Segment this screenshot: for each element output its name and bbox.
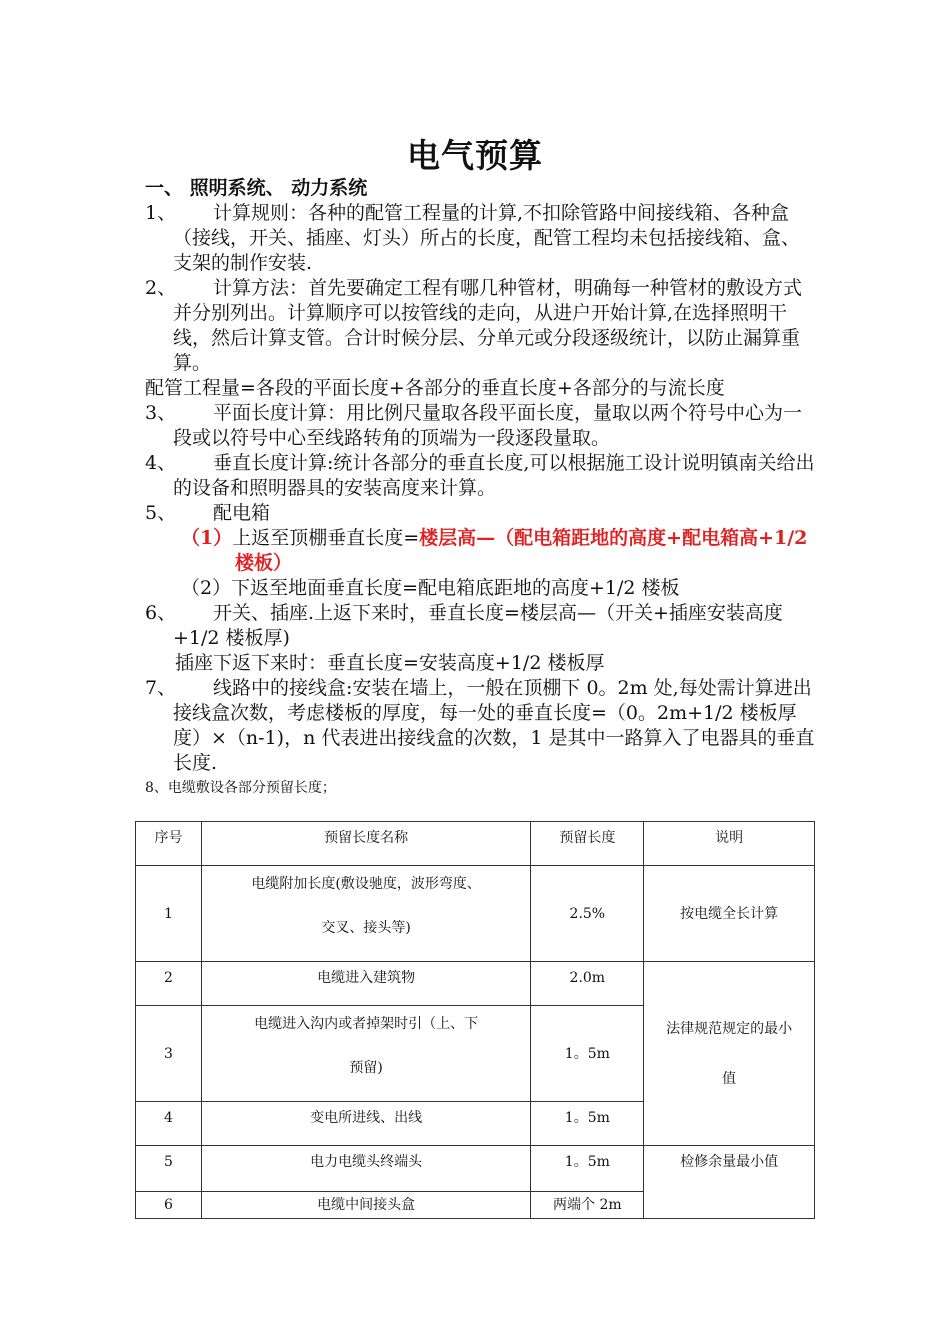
table-row <box>136 866 815 962</box>
sub-item-highlight: 楼层高—（配电箱距地的高度+配电箱高+1/2 楼板） <box>235 527 808 574</box>
item-text: 首先要确定工程有哪几种管材，明确每一种管材的敷设方式并分别列出。计算顺序可以按管线的走向，从进户开始计算,在选择照明干线，然后计算支管。合计时候分层、分单元或分段逐级统计，以防止漏算重算。 <box>173 277 803 374</box>
row-length: 2.0m <box>531 962 644 1006</box>
sub-item-5-1 <box>145 526 815 576</box>
table-row <box>136 962 815 1006</box>
note-line: 值 <box>722 1070 737 1087</box>
item-label: 计算规则： <box>213 202 309 224</box>
item-number: 1、 <box>145 202 177 224</box>
row-name <box>201 1006 530 1102</box>
row-name-line: 电缆附加长度(敷设驰度，波形弯度、 <box>251 876 481 892</box>
item-label: 线路中的接线盒: <box>213 677 353 699</box>
header-cell: 预留长度名称 <box>201 822 530 866</box>
row-name-line: 交叉、接头等) <box>321 920 411 936</box>
row-length: 1。5m <box>531 1146 644 1192</box>
item-label: 开关、插座. <box>213 602 315 624</box>
row-length: 两端个 2m <box>531 1192 644 1219</box>
section-heading: 一、 照明系统、 动力系统 <box>145 177 368 199</box>
item-number: 2、 <box>145 277 177 299</box>
item-text: 用比例尺量取各段平面长度，量取以两个符号中心为一段或以符号中心至线路转角的顶端为一段逐段量取。 <box>173 402 803 449</box>
row-number: 2 <box>136 962 202 1006</box>
sub-item-number: （1） <box>181 527 233 549</box>
row-name-line: 预留) <box>349 1060 383 1076</box>
list-item-1 <box>145 201 815 276</box>
formula-line: 配管工程量=各段的平面长度+各部分的垂直长度+各部分的与流长度 <box>145 377 725 399</box>
document-body <box>145 176 815 798</box>
sub-item-text: 上返至顶棚垂直长度= <box>232 527 420 549</box>
reserve-length-table <box>135 821 815 1219</box>
table-row <box>136 1146 815 1192</box>
note-line: 法律规范规定的最小 <box>666 1020 793 1037</box>
item-label: 计算方法： <box>213 277 309 299</box>
row-name: 电缆中间接头盒 <box>201 1192 530 1219</box>
list-item-2 <box>145 276 815 376</box>
sub-item-5-2: （2）下返至地面垂直长度=配电箱底距地的高度+1/2 楼板 <box>181 577 680 599</box>
item-number: 5、 <box>145 502 177 524</box>
item-label: 平面长度计算： <box>213 402 347 424</box>
header-cell: 序号 <box>136 822 202 866</box>
row-number: 3 <box>136 1006 202 1102</box>
item-number: 3、 <box>145 402 177 424</box>
header-cell: 说明 <box>644 822 815 866</box>
row-note-merged <box>644 962 815 1146</box>
row-name <box>201 866 530 962</box>
row-note: 按电缆全长计算 <box>644 866 815 962</box>
item-text: 安装在墙上，一般在顶棚下 0。2m 处,每处需计算进出接线盒次数，考虑楼板的厚度，每一处的垂直长度=（0。2m+1/2 楼板厚度）×（n-1)，n 代表进出接线盒的次数，1 是其中一路算入了电器具的垂直长度. <box>173 677 815 774</box>
item-text: 上返下来时，垂直长度=楼层高—（开关+插座安装高度+1/2 楼板厚) <box>173 602 783 649</box>
list-item-6 <box>145 601 815 651</box>
item-number: 7、 <box>145 677 177 699</box>
row-length: 1。5m <box>531 1102 644 1146</box>
item-number: 4、 <box>145 452 177 474</box>
header-cell: 预留长度 <box>531 822 644 866</box>
item-text: 各种的配管工程量的计算,不扣除管路中间接线箱、各种盒（接线，开关、插座、灯头）所占的长度，配管工程均未包括接线箱、盒、支架的制作安装. <box>173 202 801 274</box>
list-item-4 <box>145 451 815 501</box>
list-item-7 <box>145 676 815 776</box>
list-item-3 <box>145 401 815 451</box>
row-number: 4 <box>136 1102 202 1146</box>
row-length: 2.5% <box>531 866 644 962</box>
document-title: 电气预算 <box>407 136 543 175</box>
item-8-caption: 8、电缆敷设各部分预留长度； <box>145 780 336 796</box>
table-header-row <box>136 822 815 866</box>
item-label: 垂直长度计算: <box>213 452 334 474</box>
row-name: 电缆进入建筑物 <box>201 962 530 1006</box>
row-number: 5 <box>136 1146 202 1192</box>
row-number: 6 <box>136 1192 202 1219</box>
item-label: 配电箱 <box>213 502 271 524</box>
row-name: 变电所进线、出线 <box>201 1102 530 1146</box>
list-item-5 <box>145 501 815 526</box>
row-length: 1。5m <box>531 1006 644 1102</box>
item-number: 6、 <box>145 602 177 624</box>
row-name-line: 电缆进入沟内或者掉架时引（上、下 <box>254 1016 479 1032</box>
item-6-note: 插座下返下来时：垂直长度=安装高度+1/2 楼板厚 <box>175 652 605 674</box>
row-name: 电力电缆头终端头 <box>201 1146 530 1192</box>
row-number: 1 <box>136 866 202 962</box>
item-text: 统计各部分的垂直长度,可以根据施工设计说明镇南关给出的设备和照明器具的安装高度来计算。 <box>173 452 815 499</box>
row-note: 检修余量最小值 <box>644 1146 815 1219</box>
